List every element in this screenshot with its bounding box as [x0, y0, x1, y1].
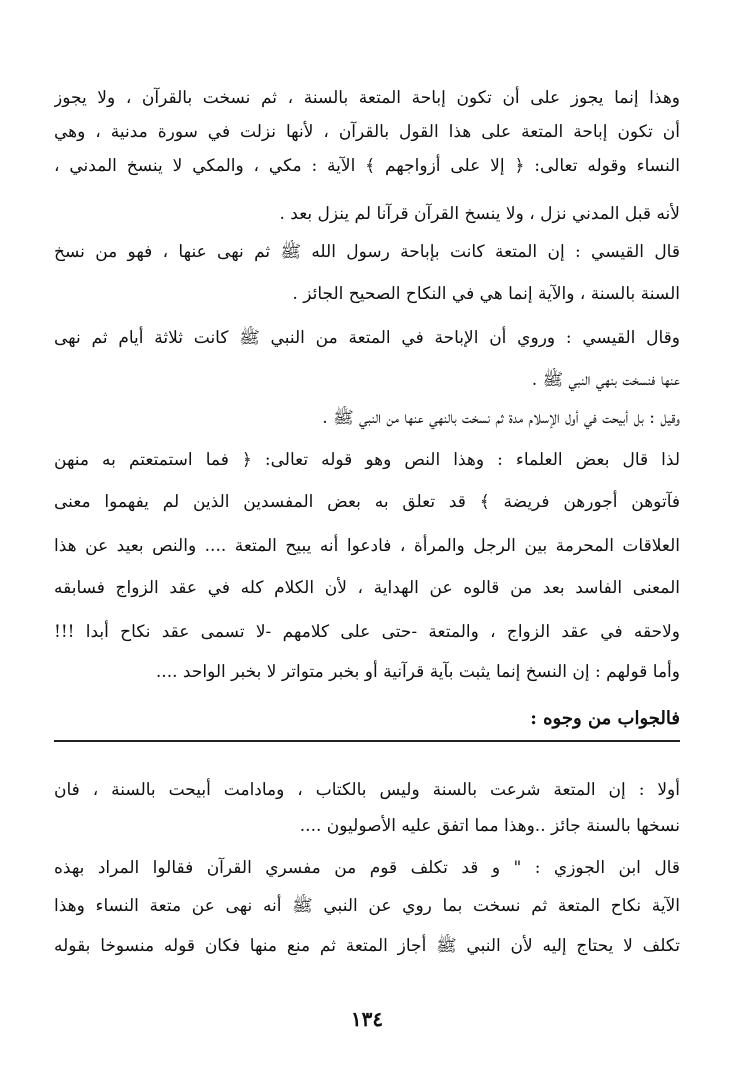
text-line: العلاقات المحرمة بين الرجل والمرأة ، فادعوا أنه يبيح المتعة .... والنص بعيد عن هذا: [54, 536, 680, 556]
text-line: المعنى الفاسد بعد من قالوه عن الهداية ، لأن الكلام كله في عقد الزواج فسابقه: [54, 578, 680, 598]
heading-underline: [54, 740, 680, 742]
text-line: نسخها بالسنة جائز ..وهذا مما اتفق عليه الأصوليون ....: [299, 816, 680, 836]
text-line: تكلف لا يحتاج إليه لأن النبي ﷺ أجاز المتعة ثم منع منها فكان قوله منسوخا بقوله: [54, 936, 680, 956]
page-number: ١٣٤: [350, 1007, 384, 1031]
text-line: وأما قولهم : إن النسخ إنما يثبت بآية قرآنية أو بخبر متواتر لا بخبر الواحد ....: [155, 662, 680, 682]
text-line: وهذا إنما يجوز على أن تكون إباحة المتعة بالسنة ، ثم نسخت بالقرآن ، ولا يجوز: [54, 88, 680, 108]
text-line: عنها فنسخت بنهي النبي ﷺ .: [531, 370, 680, 390]
text-line: ولاحقه في عقد الزواج ، والمتعة -حتى على كلامهم -لا تسمى عقد نكاح أبدا !!!: [54, 622, 680, 642]
text-line: أولا : إن المتعة شرعت بالسنة وليس بالكتاب ، ومادامت أبيحت بالسنة ، فان: [54, 780, 680, 800]
text-line: النساء وقوله تعالى: ﴿ إلا على أزواجهم ﴾ الآية : مكي ، والمكي لا ينسخ المدني ،: [54, 156, 680, 176]
section-heading: فالجواب من وجوه :: [530, 708, 680, 729]
text-line: لذا قال بعض العلماء : وهذا النص وهو قوله تعالى: ﴿ فما استمتعتم به منهن: [54, 450, 680, 470]
text-line: السنة بالسنة ، والآية إنما هي في النكاح الصحيح الجائز .: [292, 284, 680, 304]
text-line: قال القيسي : إن المتعة كانت بإباحة رسول الله ﷺ ثم نهى عنها ، فهو من نسخ: [54, 242, 680, 262]
text-line: وقال القيسي : وروي أن الإباحة في المتعة من النبي ﷺ كانت ثلاثة أيام ثم نهى: [54, 328, 680, 348]
text-line: الآية نكاح المتعة ثم نسخت بما روي عن النبي ﷺ أنه نهى عن متعة النساء وهذا: [54, 896, 680, 916]
text-line: قال ابن الجوزي : " و قد تكلف قوم من مفسري القرآن فقالوا المراد بهذه: [54, 858, 680, 878]
text-line: فآتوهن أجورهن فريضة ﴾ قد تعلق به بعض المفسدين الذين لم يفهموا معنى: [54, 492, 680, 512]
text-line: وقيل : بل أبيحت في أول الإسلام مدة ثم نسخت بالنهي عنها من النبي ﷺ .: [322, 408, 680, 428]
text-line: أن تكون إباحة المتعة على هذا القول بالقرآن ، لأنها نزلت في سورة مدنية ، وهي: [54, 122, 680, 142]
text-line: لأنه قبل المدني نزل ، ولا ينسخ القرآن قرآنا لم ينزل بعد .: [279, 204, 680, 224]
